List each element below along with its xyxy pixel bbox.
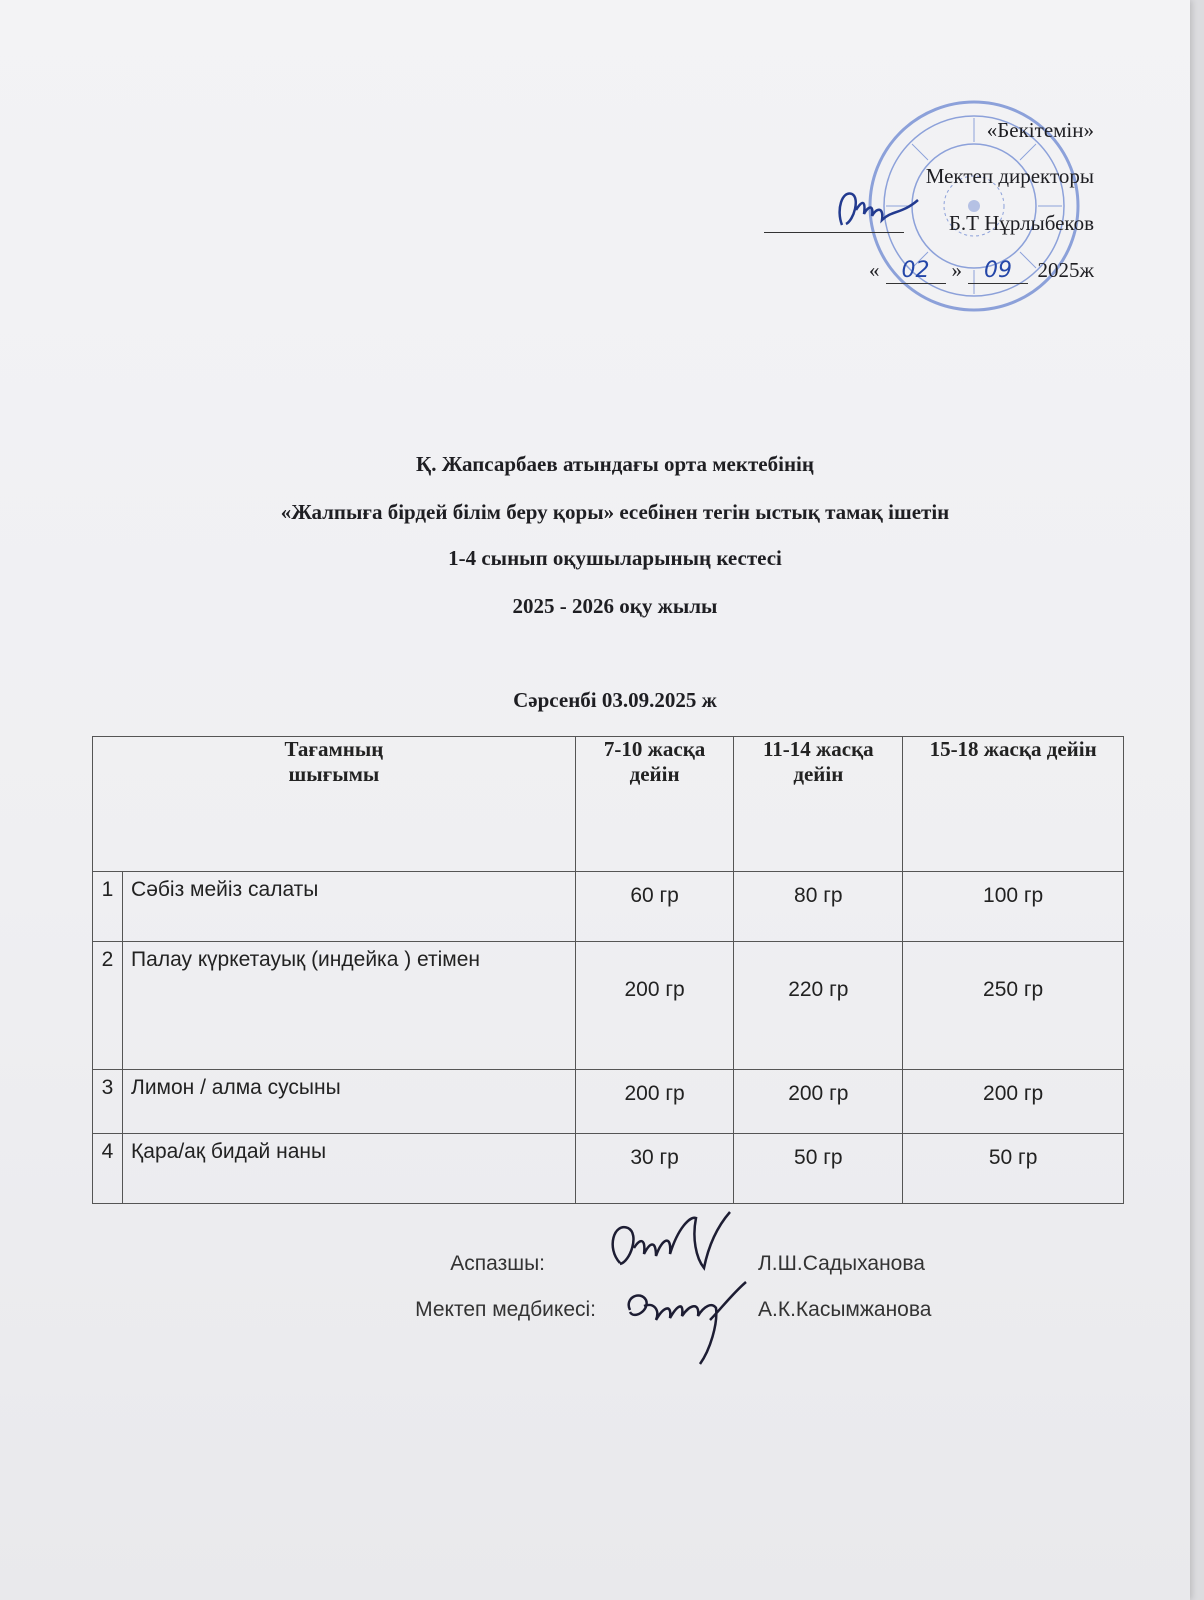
- date-day: 02: [886, 258, 946, 284]
- heading-classes: 1-4 сынып оқушыларының кестесі: [448, 546, 782, 570]
- quote-open: «: [869, 258, 880, 282]
- nurse-signature: [620, 1280, 750, 1370]
- dish-name: Сәбіз мейіз салаты: [123, 872, 576, 942]
- row-number: 3: [93, 1070, 123, 1134]
- portion-11-14: 80 гр: [734, 872, 903, 942]
- menu-table: [92, 736, 1124, 1204]
- approval-position: Мектеп директоры: [925, 164, 1094, 188]
- table-row: [93, 942, 1124, 1070]
- table-row: [93, 1134, 1124, 1204]
- portion-15-18: 200 гр: [903, 1070, 1124, 1134]
- cook-role-block: [0, 1252, 545, 1282]
- portion-15-18: 50 гр: [903, 1134, 1124, 1204]
- cook-name: Л.Ш.Садыханова: [758, 1252, 925, 1275]
- table-row: [93, 872, 1124, 942]
- heading-day: Сәрсенбі 03.09.2025 ж: [513, 688, 717, 712]
- header-age-15-18: 15-18 жасқа дейін: [903, 737, 1124, 872]
- portion-7-10: 60 гр: [575, 872, 734, 942]
- heading-year: 2025 - 2026 оқу жылы: [512, 594, 718, 618]
- approval-date: [869, 258, 1028, 284]
- header-age-11-14: 11-14 жасқа дейін: [734, 737, 903, 872]
- cook-role: Аспазшы:: [450, 1252, 545, 1275]
- approval-name: Б.Т Нұрлыбеков: [948, 211, 1094, 235]
- cook-signature: [600, 1208, 750, 1288]
- heading-school: Қ. Жапсарбаев атындағы орта мектебінің: [416, 452, 814, 476]
- date-month: 09: [968, 258, 1028, 284]
- row-number: 1: [93, 872, 123, 942]
- header-dish-line1: Тағамның: [284, 737, 384, 761]
- dish-name: Лимон / алма сусыны: [123, 1070, 576, 1134]
- row-number: 4: [93, 1134, 123, 1204]
- portion-7-10: 200 гр: [575, 942, 734, 1070]
- portion-7-10: 30 гр: [575, 1134, 734, 1204]
- approval-title: «Бекітемін»: [986, 118, 1094, 142]
- header-dish-line2: шығымы: [288, 762, 380, 786]
- portion-7-10: 200 гр: [575, 1070, 734, 1134]
- heading-fund: «Жалпыға бірдей білім беру қоры» есебінен тегін ыстық тамақ ішетін: [280, 500, 950, 524]
- row-number: 2: [93, 942, 123, 1070]
- table-row: [93, 1070, 1124, 1134]
- portion-11-14: 50 гр: [734, 1134, 903, 1204]
- portion-11-14: 220 гр: [734, 942, 903, 1070]
- approval-block: [764, 118, 1094, 298]
- dish-name: Палау күркетауық (индейка ) етімен: [123, 942, 576, 1070]
- portion-15-18: 100 гр: [903, 872, 1124, 942]
- quote-close: »: [951, 258, 962, 282]
- header-age-7-10: 7-10 жасқа дейін: [575, 737, 734, 872]
- table-header-row: [93, 737, 1124, 872]
- date-year: 2025ж: [1037, 258, 1094, 282]
- portion-15-18: 250 гр: [903, 942, 1124, 1070]
- portion-11-14: 200 гр: [734, 1070, 903, 1134]
- director-signature: [832, 180, 924, 240]
- nurse-name: А.К.Касымжанова: [758, 1298, 932, 1321]
- header-dish: [93, 737, 576, 872]
- dish-name: Қара/ақ бидай наны: [123, 1134, 576, 1204]
- nurse-role: Мектеп медбикесі:: [415, 1298, 596, 1321]
- nurse-role-block: [0, 1298, 596, 1328]
